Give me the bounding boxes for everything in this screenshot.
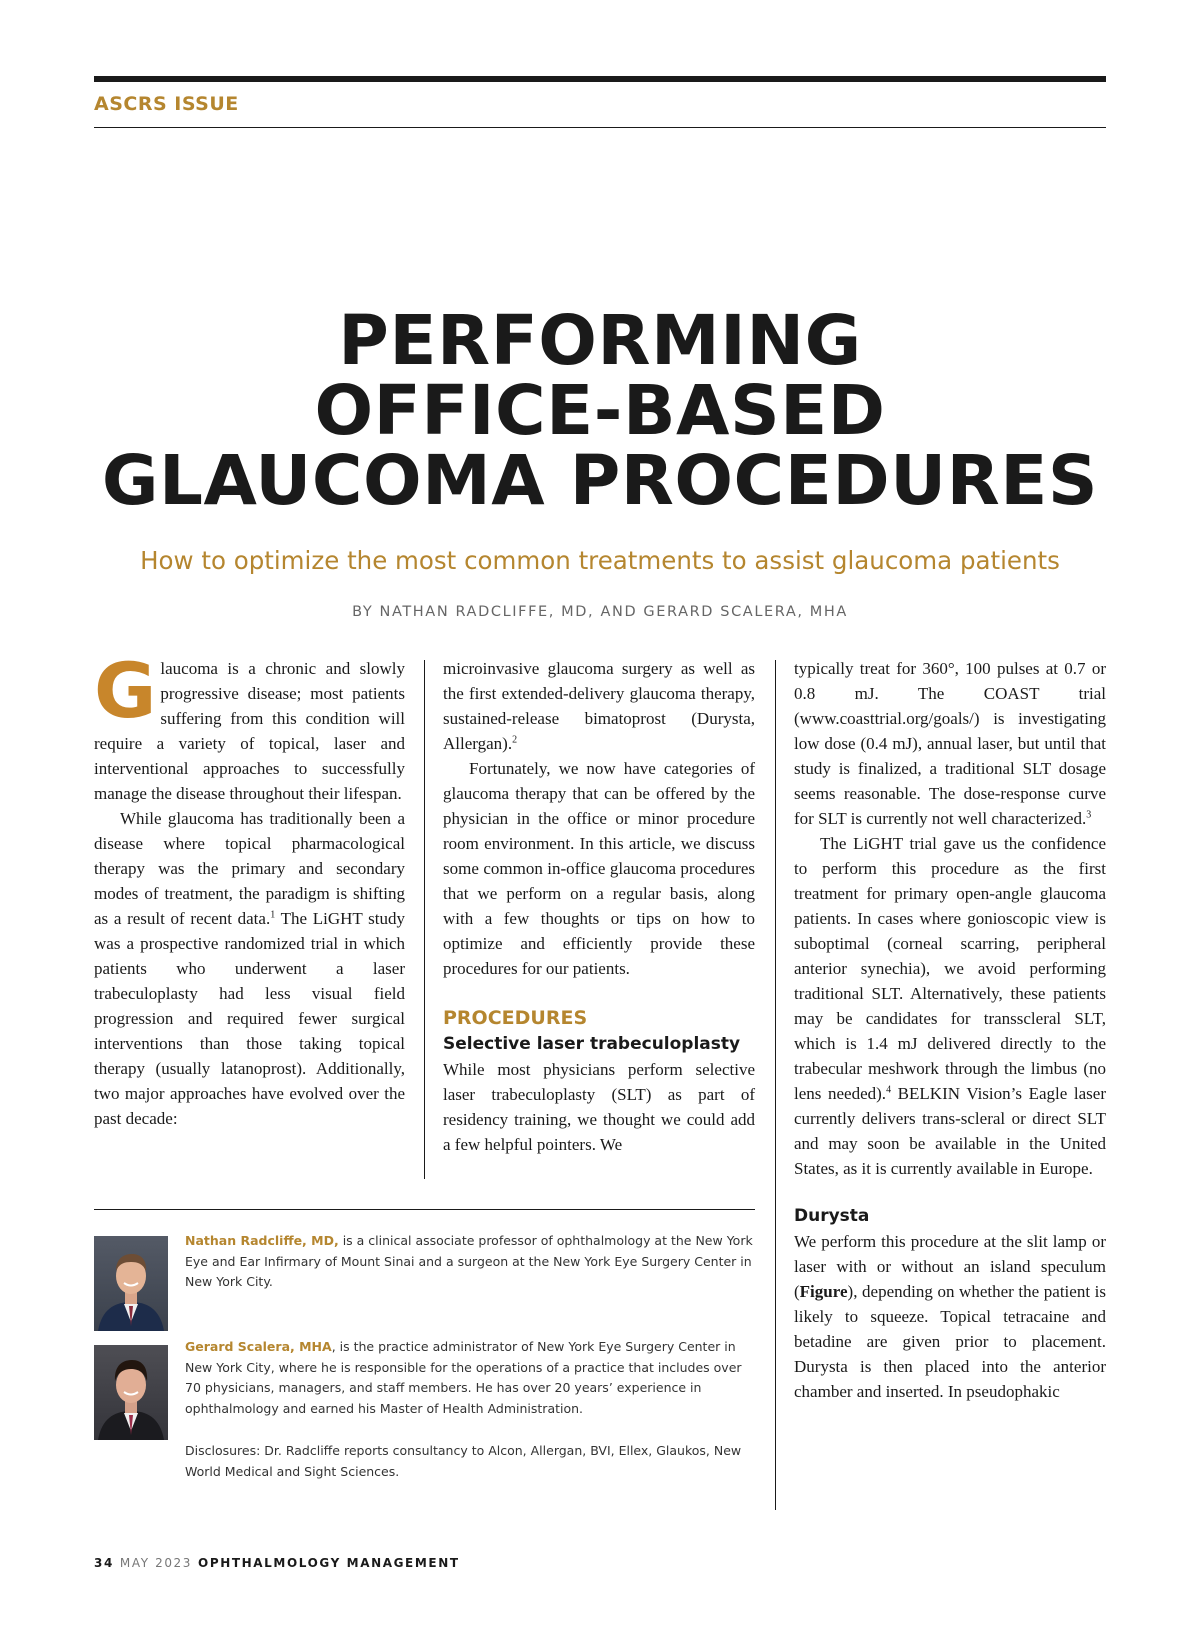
title-line-3: GLAUCOMA PROCEDURES bbox=[101, 441, 1099, 521]
column-divider-2 bbox=[775, 660, 776, 1510]
section-tag: ASCRS ISSUE bbox=[94, 93, 239, 115]
light-text-a: While glaucoma has traditionally been a disease where topical pharmacological therapy was the primary and secondary modes of treatment, the paradigm is shifting as a result of recent data. bbox=[94, 809, 405, 928]
author-photo-radcliffe bbox=[94, 1236, 168, 1331]
paragraph-coast bbox=[794, 656, 1106, 831]
paragraph-slt: While most physicians perform selective laser trabeculoplasty (SLT) as part of residency training, we thought we could add a few helpful pointers. We bbox=[443, 1060, 755, 1154]
bio-rule bbox=[94, 1209, 755, 1210]
author-bio-scalera bbox=[185, 1337, 755, 1419]
figure-reference: Figure bbox=[799, 1282, 848, 1301]
header-rule bbox=[94, 127, 1106, 128]
magazine-name: OPHTHALMOLOGY MANAGEMENT bbox=[198, 1556, 460, 1570]
article-subtitle: How to optimize the most common treatments to assist glaucoma patients bbox=[140, 546, 1060, 575]
heading-durysta: Durysta bbox=[794, 1206, 870, 1226]
reference-3: 3 bbox=[1086, 809, 1092, 821]
column-1 bbox=[94, 646, 405, 1131]
coast-text: typically treat for 360°, 100 pulses at 0.7 or 0.8 mJ. The COAST trial (www.coasttrial.org/goals/) is investigating low dose (0.4 mJ), annual laser, but until that study is finalized, a traditional SLT dosage seems reasonable. The dose-response curve for SLT is currently not well characterized. bbox=[794, 659, 1106, 828]
migs-text: microinvasive glaucoma surgery as well as the first extended-delivery glaucoma therapy, sustained-release bimatoprost (Durysta, Allergan). bbox=[443, 659, 755, 753]
paragraph-durysta bbox=[794, 1229, 1106, 1404]
issue-date: MAY 2023 bbox=[119, 1556, 193, 1570]
paragraph-intro bbox=[94, 646, 405, 806]
paragraph-light-study bbox=[94, 806, 405, 1131]
author-name-scalera: Gerard Scalera, MHA bbox=[185, 1339, 332, 1354]
heading-slt: Selective laser trabeculoplasty bbox=[443, 1034, 741, 1054]
paragraph-migs bbox=[443, 656, 755, 756]
paragraph-categories: Fortunately, we now have categories of glaucoma therapy that can be offered by the physician in the office or minor procedure room environment. In this article, we discuss some common in-office glaucoma procedures that we perform on a regular basis, along with a few thoughts or tips on how to optimize and efficiently provide these procedures for our patients. bbox=[443, 759, 755, 978]
intro-text: laucoma is a chronic and slowly progressive disease; most patients suffering from this condition will require a variety of topical, laser and interventional approaches to successfully manage the disease throughout their lifespan. bbox=[94, 659, 405, 803]
page-number: 34 bbox=[94, 1556, 114, 1570]
reference-4: 4 bbox=[886, 1084, 892, 1096]
article-title bbox=[60, 301, 1140, 521]
durysta-text-b: ), depending on whether the patient is likely to squeeze. Topical tetracaine and betadine are given prior to placement. Durysta is then placed into the anterior chamber and inserted. In pseudophakic bbox=[794, 1282, 1106, 1401]
paragraph-light-trial bbox=[794, 831, 1106, 1181]
author-text-radcliffe: is a clinical associate professor of ophthalmology at the New York Eye and Ear Infirmary of Mount Sinai and a surgeon at the New York Eye Surgery Center in New York City. bbox=[185, 1233, 753, 1289]
heading-procedures: PROCEDURES bbox=[443, 1007, 588, 1029]
durysta-text-a: We perform this procedure at the slit lamp or laser with or without an island speculum ( bbox=[794, 1232, 1106, 1301]
author-photo-scalera bbox=[94, 1345, 168, 1440]
reference-2: 2 bbox=[512, 734, 518, 746]
author-text-scalera: , is the practice administrator of New York Eye Surgery Center in New York City, where he is responsible for the operations of a practice that includes over 70 physicians, managers, and staff members. He has over 20 years’ experience in ophthalmology and earned his Master of Health Administration. bbox=[185, 1339, 742, 1416]
column-3 bbox=[794, 656, 1106, 1404]
light-text-b: The LiGHT study was a prospective randomized trial in which patients who underwent a laser trabeculoplasty had less visual field progression and required fewer surgical interventions than those taking topical therapy (usually latanoprost). Additionally, two major approaches have evolved over the past decade: bbox=[94, 909, 405, 1128]
column-2 bbox=[443, 656, 755, 1157]
page-footer bbox=[94, 1556, 460, 1570]
portrait-icon bbox=[94, 1345, 168, 1440]
drop-cap: G bbox=[94, 646, 157, 735]
reference-1: 1 bbox=[270, 909, 276, 921]
top-rule bbox=[94, 76, 1106, 82]
portrait-icon bbox=[94, 1236, 168, 1331]
title-line-1: PERFORMING bbox=[338, 301, 862, 381]
light-trial-text-b: BELKIN Vision’s Eagle laser currently delivers trans-scleral or direct SLT and may soon be available in the United States, as it is currently available in Europe. bbox=[794, 1084, 1106, 1178]
disclosures: Disclosures: Dr. Radcliffe reports consultancy to Alcon, Allergan, BVI, Ellex, Glaukos, New World Medical and Sight Sciences. bbox=[185, 1443, 742, 1479]
article-byline: BY NATHAN RADCLIFFE, MD, AND GERARD SCALERA, MHA bbox=[352, 604, 848, 620]
title-line-2: OFFICE-BASED bbox=[314, 371, 886, 451]
author-name-radcliffe: Nathan Radcliffe, MD, bbox=[185, 1233, 339, 1248]
light-trial-text-a: The LiGHT trial gave us the confidence to perform this procedure as the first treatment for primary open-angle glaucoma patients. In cases where gonioscopic view is suboptimal (corneal scarring, peripheral anterior synechia), we avoid performing traditional SLT. Alternatively, these patients may be candidates for transscleral SLT, which is 1.4 mJ delivered directly to the trabecular meshwork through the limbus (no lens needed). bbox=[794, 834, 1106, 1103]
author-bio-radcliffe bbox=[185, 1231, 755, 1293]
column-divider-1 bbox=[424, 660, 425, 1179]
